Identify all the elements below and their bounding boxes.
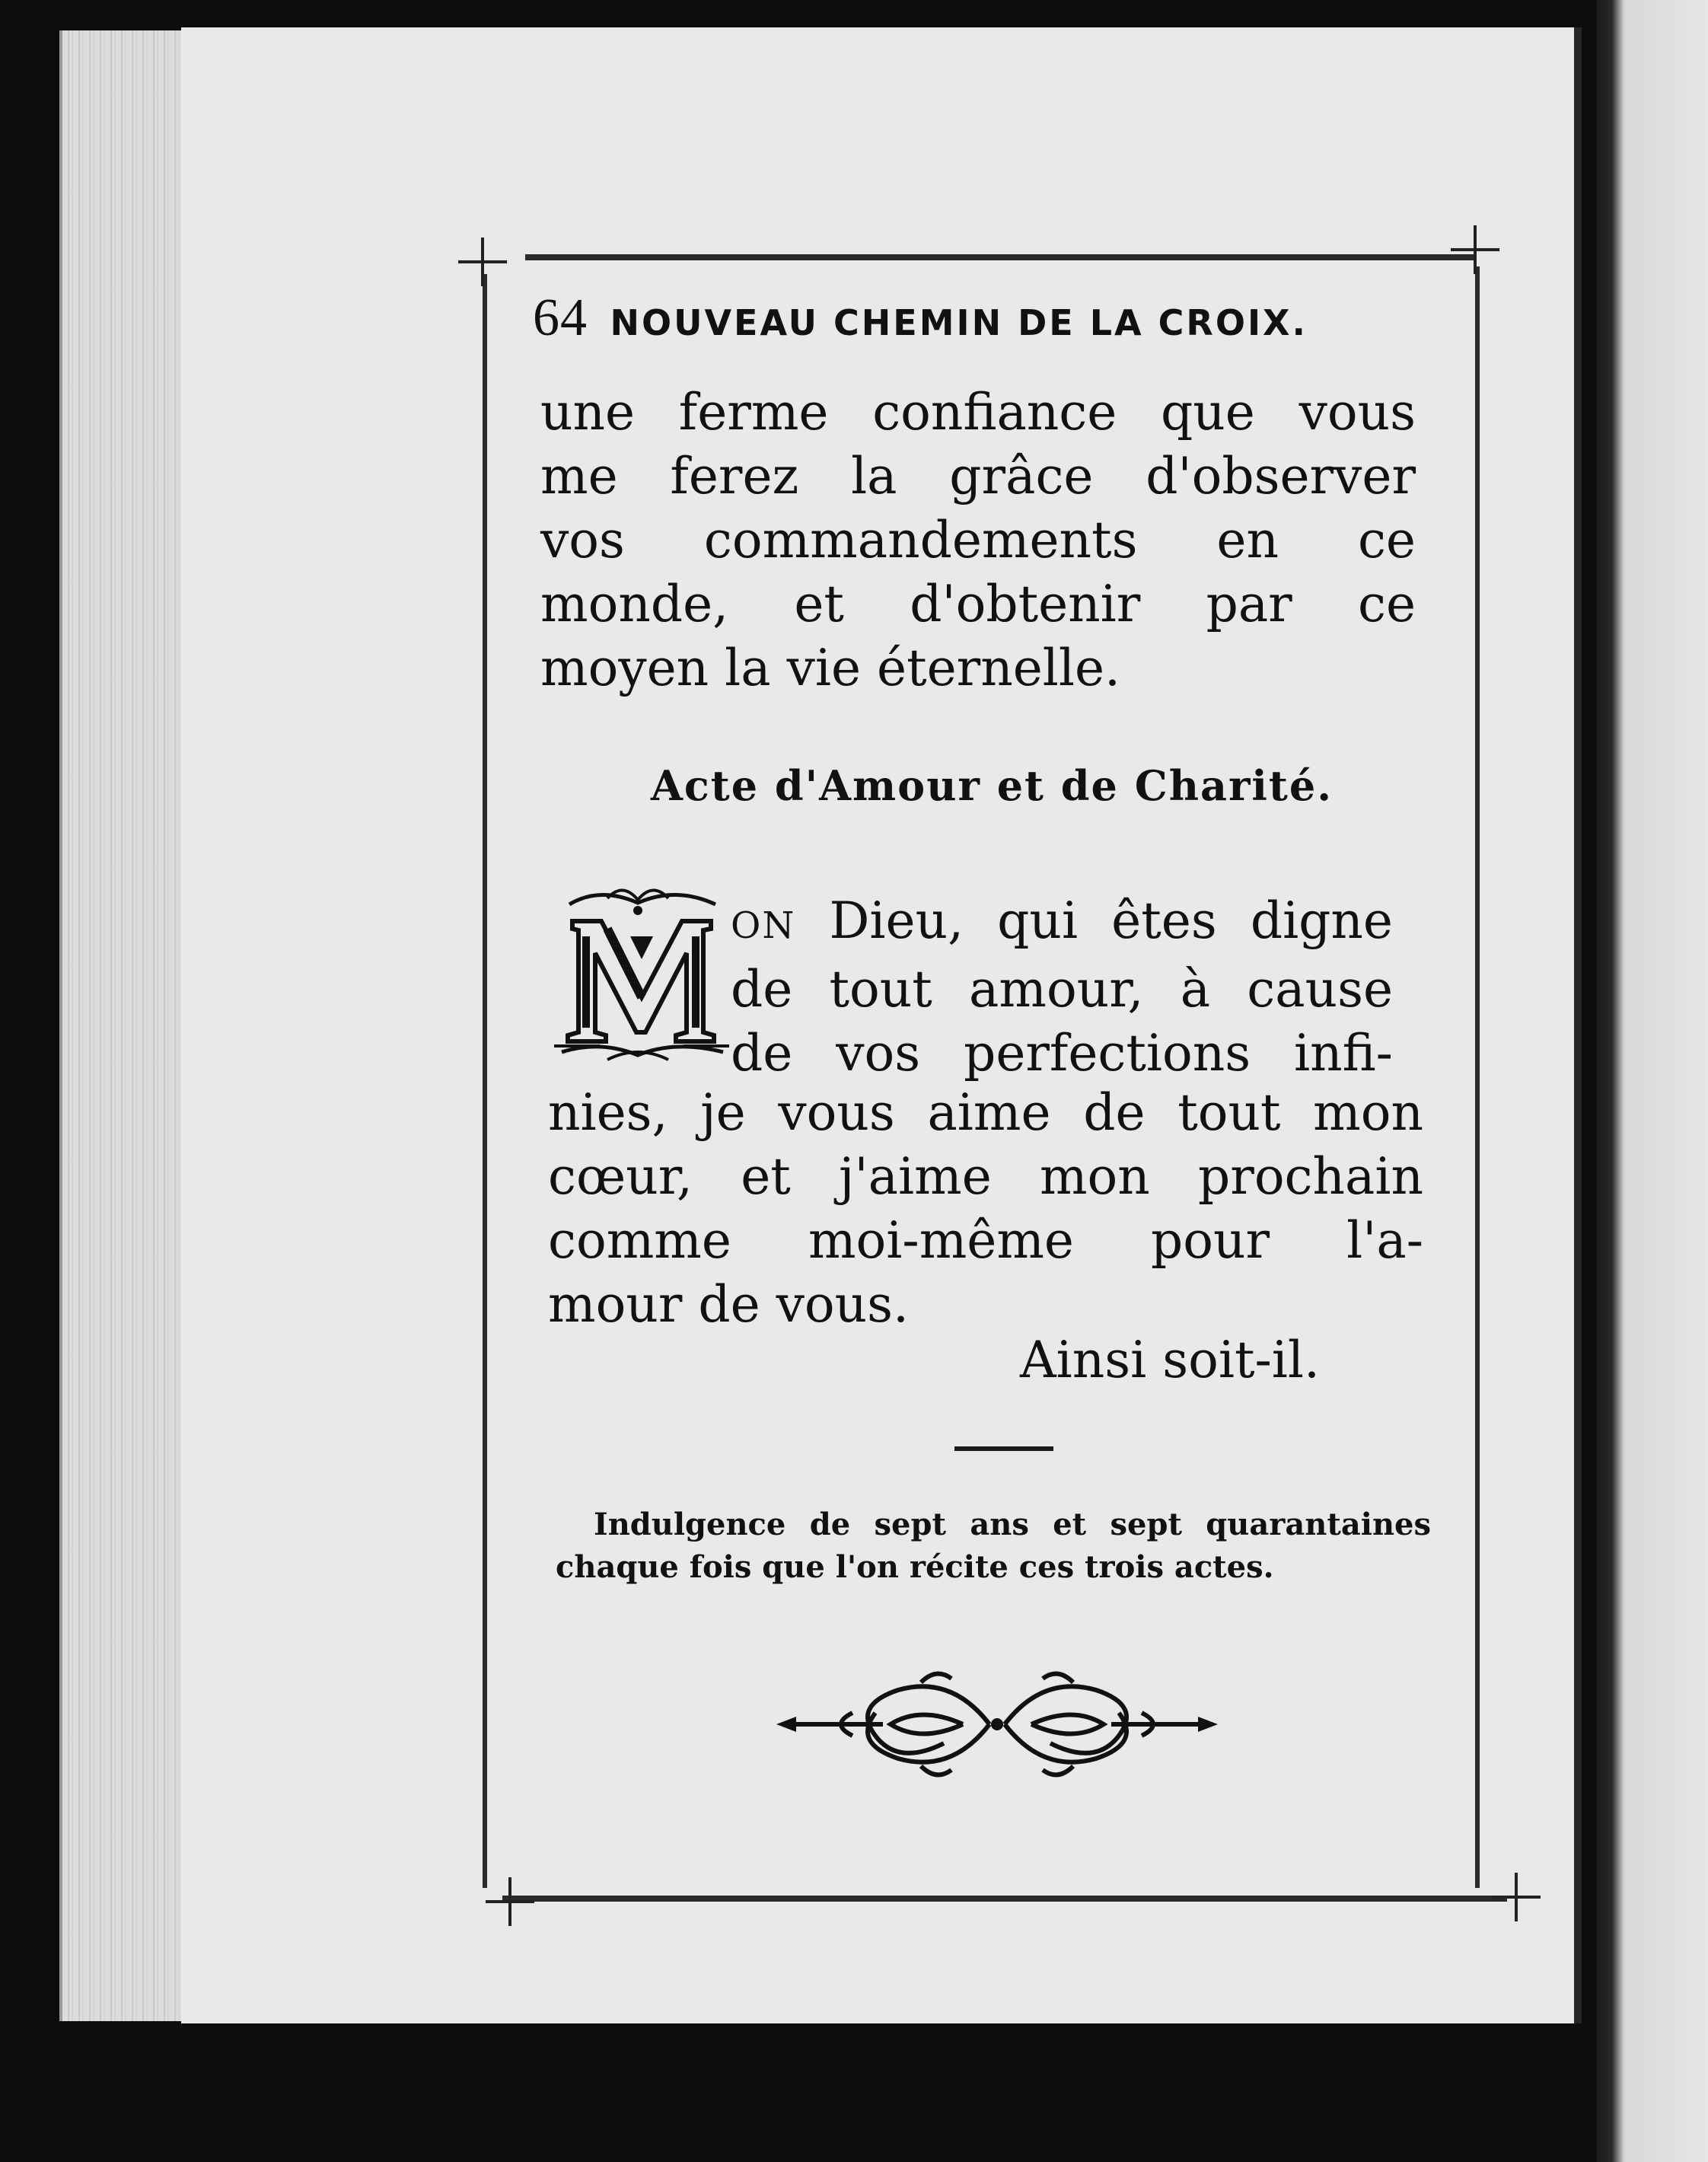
prayer-first-line (731, 889, 1393, 958)
page-edges (59, 30, 199, 2021)
text-line: monde, et d'obtenir par ce (540, 575, 1416, 633)
note-line: Indulgence de sept ans et sept quarantaines (594, 1507, 1431, 1542)
fleuron-ornament-icon (769, 1660, 1225, 1789)
text-line: Dieu, qui êtes digne (795, 891, 1393, 950)
ornamental-dropcap (554, 883, 729, 1066)
dropcap-m-icon (554, 883, 729, 1066)
text-line: de vos perfections infi- (731, 1024, 1393, 1083)
note-line: chaque fois que l'on récite ces trois actes. (556, 1549, 1274, 1585)
page-number: 64 (533, 289, 588, 347)
text-line: me ferez la grâce d'observer (540, 447, 1416, 505)
text-line: une ferme confiance que vous (540, 383, 1416, 442)
next-page-edge (1597, 0, 1708, 2162)
text-line: cœur, et j'aime mon prochain (548, 1147, 1423, 1206)
text-line: de tout amour, à cause (731, 960, 1393, 1019)
corner-cross-icon (458, 238, 507, 286)
frame-left-rule (483, 274, 487, 1888)
text-line: mour de vous. (548, 1275, 910, 1334)
section-heading: Acte d'Amour et de Charité. (650, 761, 1334, 810)
running-title: NOUVEAU CHEMIN DE LA CROIX. (610, 302, 1308, 343)
corner-cross-icon (486, 1877, 534, 1926)
prayer-full-lines (548, 1081, 1423, 1337)
bottom-ornament (769, 1660, 1225, 1789)
prayer-first-word-rest: ON (731, 904, 796, 947)
paragraph-continued (540, 381, 1416, 700)
separator-dash (954, 1446, 1053, 1451)
text-line: vos commandements en ce (540, 511, 1416, 569)
corner-cross-icon (1451, 225, 1499, 274)
frame-right-rule (1475, 266, 1480, 1888)
closing-amen: Ainsi soit-il. (1020, 1331, 1320, 1389)
running-head (533, 288, 1408, 349)
prayer-indented-lines (731, 889, 1393, 1086)
indulgence-note (556, 1504, 1431, 1589)
text-line: moyen la vie éternelle. (540, 639, 1121, 697)
frame-top-rule (525, 254, 1477, 260)
text-line: nies, je vous aime de tout mon (548, 1083, 1423, 1142)
frame-bottom-rule (502, 1896, 1507, 1902)
text-line: comme moi-même pour l'a- (548, 1211, 1423, 1270)
corner-cross-icon (1492, 1873, 1541, 1921)
